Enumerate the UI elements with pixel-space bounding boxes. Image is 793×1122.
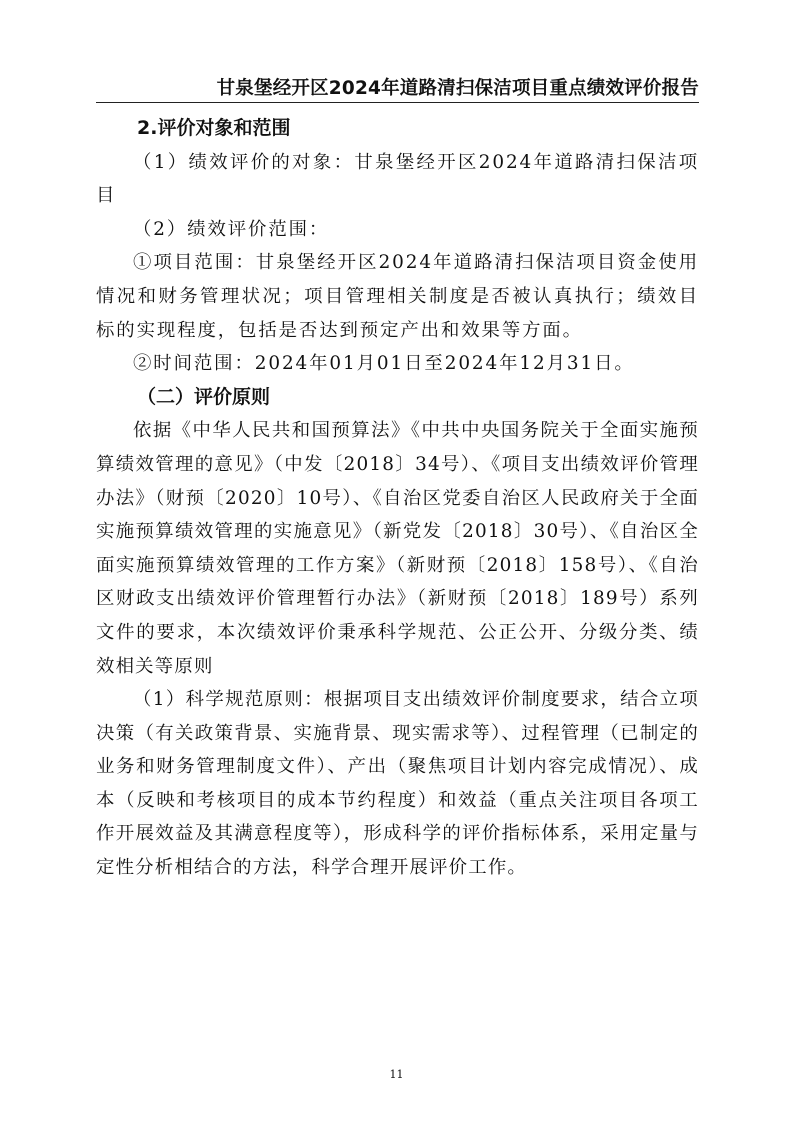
paragraph-evaluation-range: （2）绩效评价范围： bbox=[133, 218, 330, 240]
paragraph-project-range: ①项目范围：甘泉堡经开区2024年道路清扫保洁项目资金使用情况和财务管理状况；项目管理相关制度是否被认真执行；绩效目标的实现程度，包括是否达到预定产出和效果等方面。 bbox=[96, 252, 699, 341]
section-heading-scope: 2.评价对象和范围 bbox=[137, 117, 291, 139]
paragraph-scientific-principle: （1）科学规范原则：根据项目支出绩效评价制度要求，结合立项决策（有关政策背景、实施背景、现实需求等）、过程管理（已制定的业务和财务管理制度文件）、产出（聚焦项目计划内容完成情况）、成本（反映和考核项目的成本节约程度）和效益（重点关注项目各项工作开展效益及其满意程度等），形成科学的评价指标体系，采用定量与定性分析相结合的方法，科学合理开展评价工作。 bbox=[96, 689, 699, 879]
header-title: 甘泉堡经开区2024年道路清扫保洁项目重点绩效评价报告 bbox=[216, 78, 699, 99]
paragraph-evaluation-object: （1）绩效评价的对象：甘泉堡经开区2024年道路清扫保洁项目 bbox=[96, 151, 699, 207]
section-heading-principles: （二）评价原则 bbox=[137, 385, 271, 408]
page-header bbox=[96, 68, 699, 103]
paragraph-time-range: ②时间范围：2024年01月01日至2024年12月31日。 bbox=[133, 353, 635, 375]
document-body bbox=[96, 112, 699, 885]
page-number: 11 bbox=[389, 1068, 404, 1081]
paragraph-legal-basis: 依据《中华人民共和国预算法》《中共中央国务院关于全面实施预算绩效管理的意见》（中发〔2018〕34号）、《项目支出绩效评价管理办法》（财预〔2020〕10号）、《自治区党委自治区人民政府关于全面实施预算绩效管理的实施意见》（新党发〔2018〕30号）、《自治区全面实施预算绩效管理的工作方案》（新财预〔2018〕158号）、《自治区财政支出绩效评价管理暂行办法》（新财预〔2018〕189号）系列文件的要求，本次绩效评价秉承科学规范、公正公开、分级分类、绩效相关等原则 bbox=[96, 420, 699, 677]
